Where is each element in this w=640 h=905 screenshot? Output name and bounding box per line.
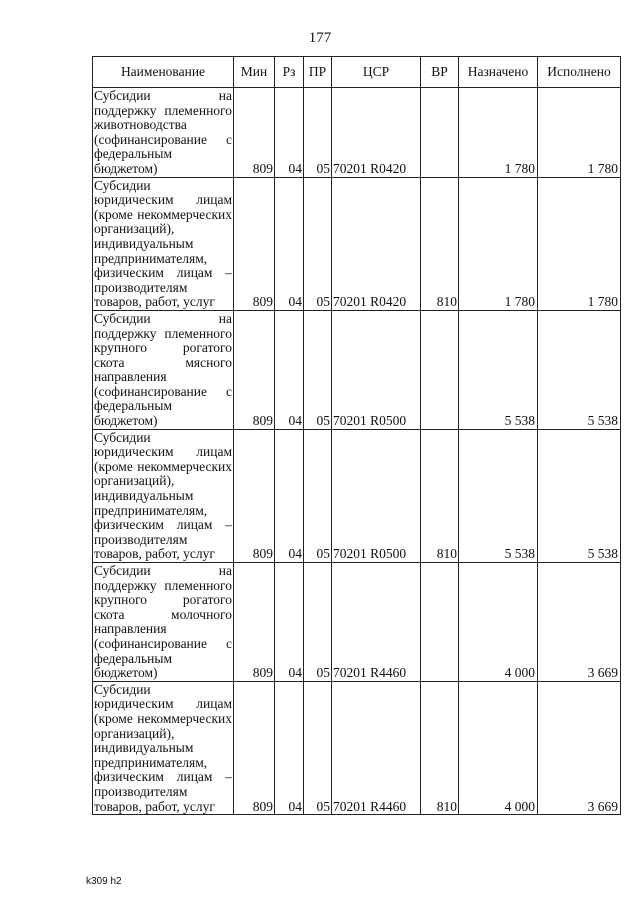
table-row	[93, 429, 621, 562]
row-csr: 70201 R4460	[332, 563, 421, 682]
header-pr: ПР	[304, 57, 332, 88]
header-csr: ЦСР	[332, 57, 421, 88]
footer-code: k309 h2	[86, 876, 122, 887]
row-name: Субсидии юридическим лицам (кроме некоммерческих организаций), индивидуальным предпринимателям, физическим лицам – производителям товаров, работ, услуг	[94, 681, 232, 814]
row-pr: 05	[304, 429, 332, 562]
row-pr: 05	[304, 177, 332, 310]
row-csr: 70201 R0420	[332, 88, 421, 178]
header-rz: Рз	[275, 57, 304, 88]
row-vr	[421, 310, 459, 429]
header-vr: ВР	[421, 57, 459, 88]
row-name: Субсидии на поддержку племенного крупного рогатого скота молочного направления (софинансирование с федеральным бюджетом)	[94, 563, 232, 681]
row-name: Субсидии на поддержку племенного крупного рогатого скота мясного направления (софинансирование с федеральным бюджетом)	[94, 310, 232, 429]
header-name: Наименование	[93, 57, 234, 88]
row-executed: 1 780	[538, 177, 621, 310]
row-name: Субсидии юридическим лицам (кроме некоммерческих организаций), индивидуальным предпринимателям, физическим лицам – производителям товаров, работ, услуг	[94, 429, 232, 562]
row-assigned: 1 780	[459, 88, 538, 178]
table-row	[93, 177, 621, 310]
header-assigned: Назначено	[459, 57, 538, 88]
row-vr	[421, 88, 459, 178]
row-pr: 05	[304, 310, 332, 429]
row-executed: 5 538	[538, 310, 621, 429]
row-name: Субсидии на поддержку племенного животноводства (софинансирование с федеральным бюджетом)	[94, 88, 232, 176]
row-vr: 810	[421, 429, 459, 562]
row-rz: 04	[275, 177, 304, 310]
row-min: 809	[234, 177, 275, 310]
row-min: 809	[234, 88, 275, 178]
row-csr: 70201 R0500	[332, 429, 421, 562]
row-assigned: 5 538	[459, 310, 538, 429]
row-pr: 05	[304, 563, 332, 682]
header-min: Мин	[234, 57, 275, 88]
row-min: 809	[234, 310, 275, 429]
row-min: 809	[234, 681, 275, 814]
row-rz: 04	[275, 88, 304, 178]
row-assigned: 1 780	[459, 177, 538, 310]
page-number: 177	[308, 30, 332, 46]
table-row	[93, 681, 621, 814]
table-row	[93, 310, 621, 429]
row-min: 809	[234, 563, 275, 682]
row-rz: 04	[275, 310, 304, 429]
row-executed: 3 669	[538, 563, 621, 682]
row-pr: 05	[304, 681, 332, 814]
row-vr: 810	[421, 177, 459, 310]
table-row	[93, 563, 621, 682]
row-rz: 04	[275, 563, 304, 682]
row-vr: 810	[421, 681, 459, 814]
row-executed: 1 780	[538, 88, 621, 178]
row-name: Субсидии юридическим лицам (кроме некоммерческих организаций), индивидуальным предпринимателям, физическим лицам – производителям товаров, работ, услуг	[94, 177, 232, 310]
row-pr: 05	[304, 88, 332, 178]
row-csr: 70201 R0500	[332, 310, 421, 429]
row-min: 809	[234, 429, 275, 562]
row-executed: 5 538	[538, 429, 621, 562]
table-row	[93, 88, 621, 178]
budget-table	[92, 56, 621, 815]
header-row	[93, 57, 621, 88]
row-csr: 70201 R0420	[332, 177, 421, 310]
header-executed: Исполнено	[538, 57, 621, 88]
row-assigned: 4 000	[459, 681, 538, 814]
row-executed: 3 669	[538, 681, 621, 814]
row-rz: 04	[275, 429, 304, 562]
row-assigned: 4 000	[459, 563, 538, 682]
row-vr	[421, 563, 459, 682]
row-rz: 04	[275, 681, 304, 814]
row-assigned: 5 538	[459, 429, 538, 562]
row-csr: 70201 R4460	[332, 681, 421, 814]
